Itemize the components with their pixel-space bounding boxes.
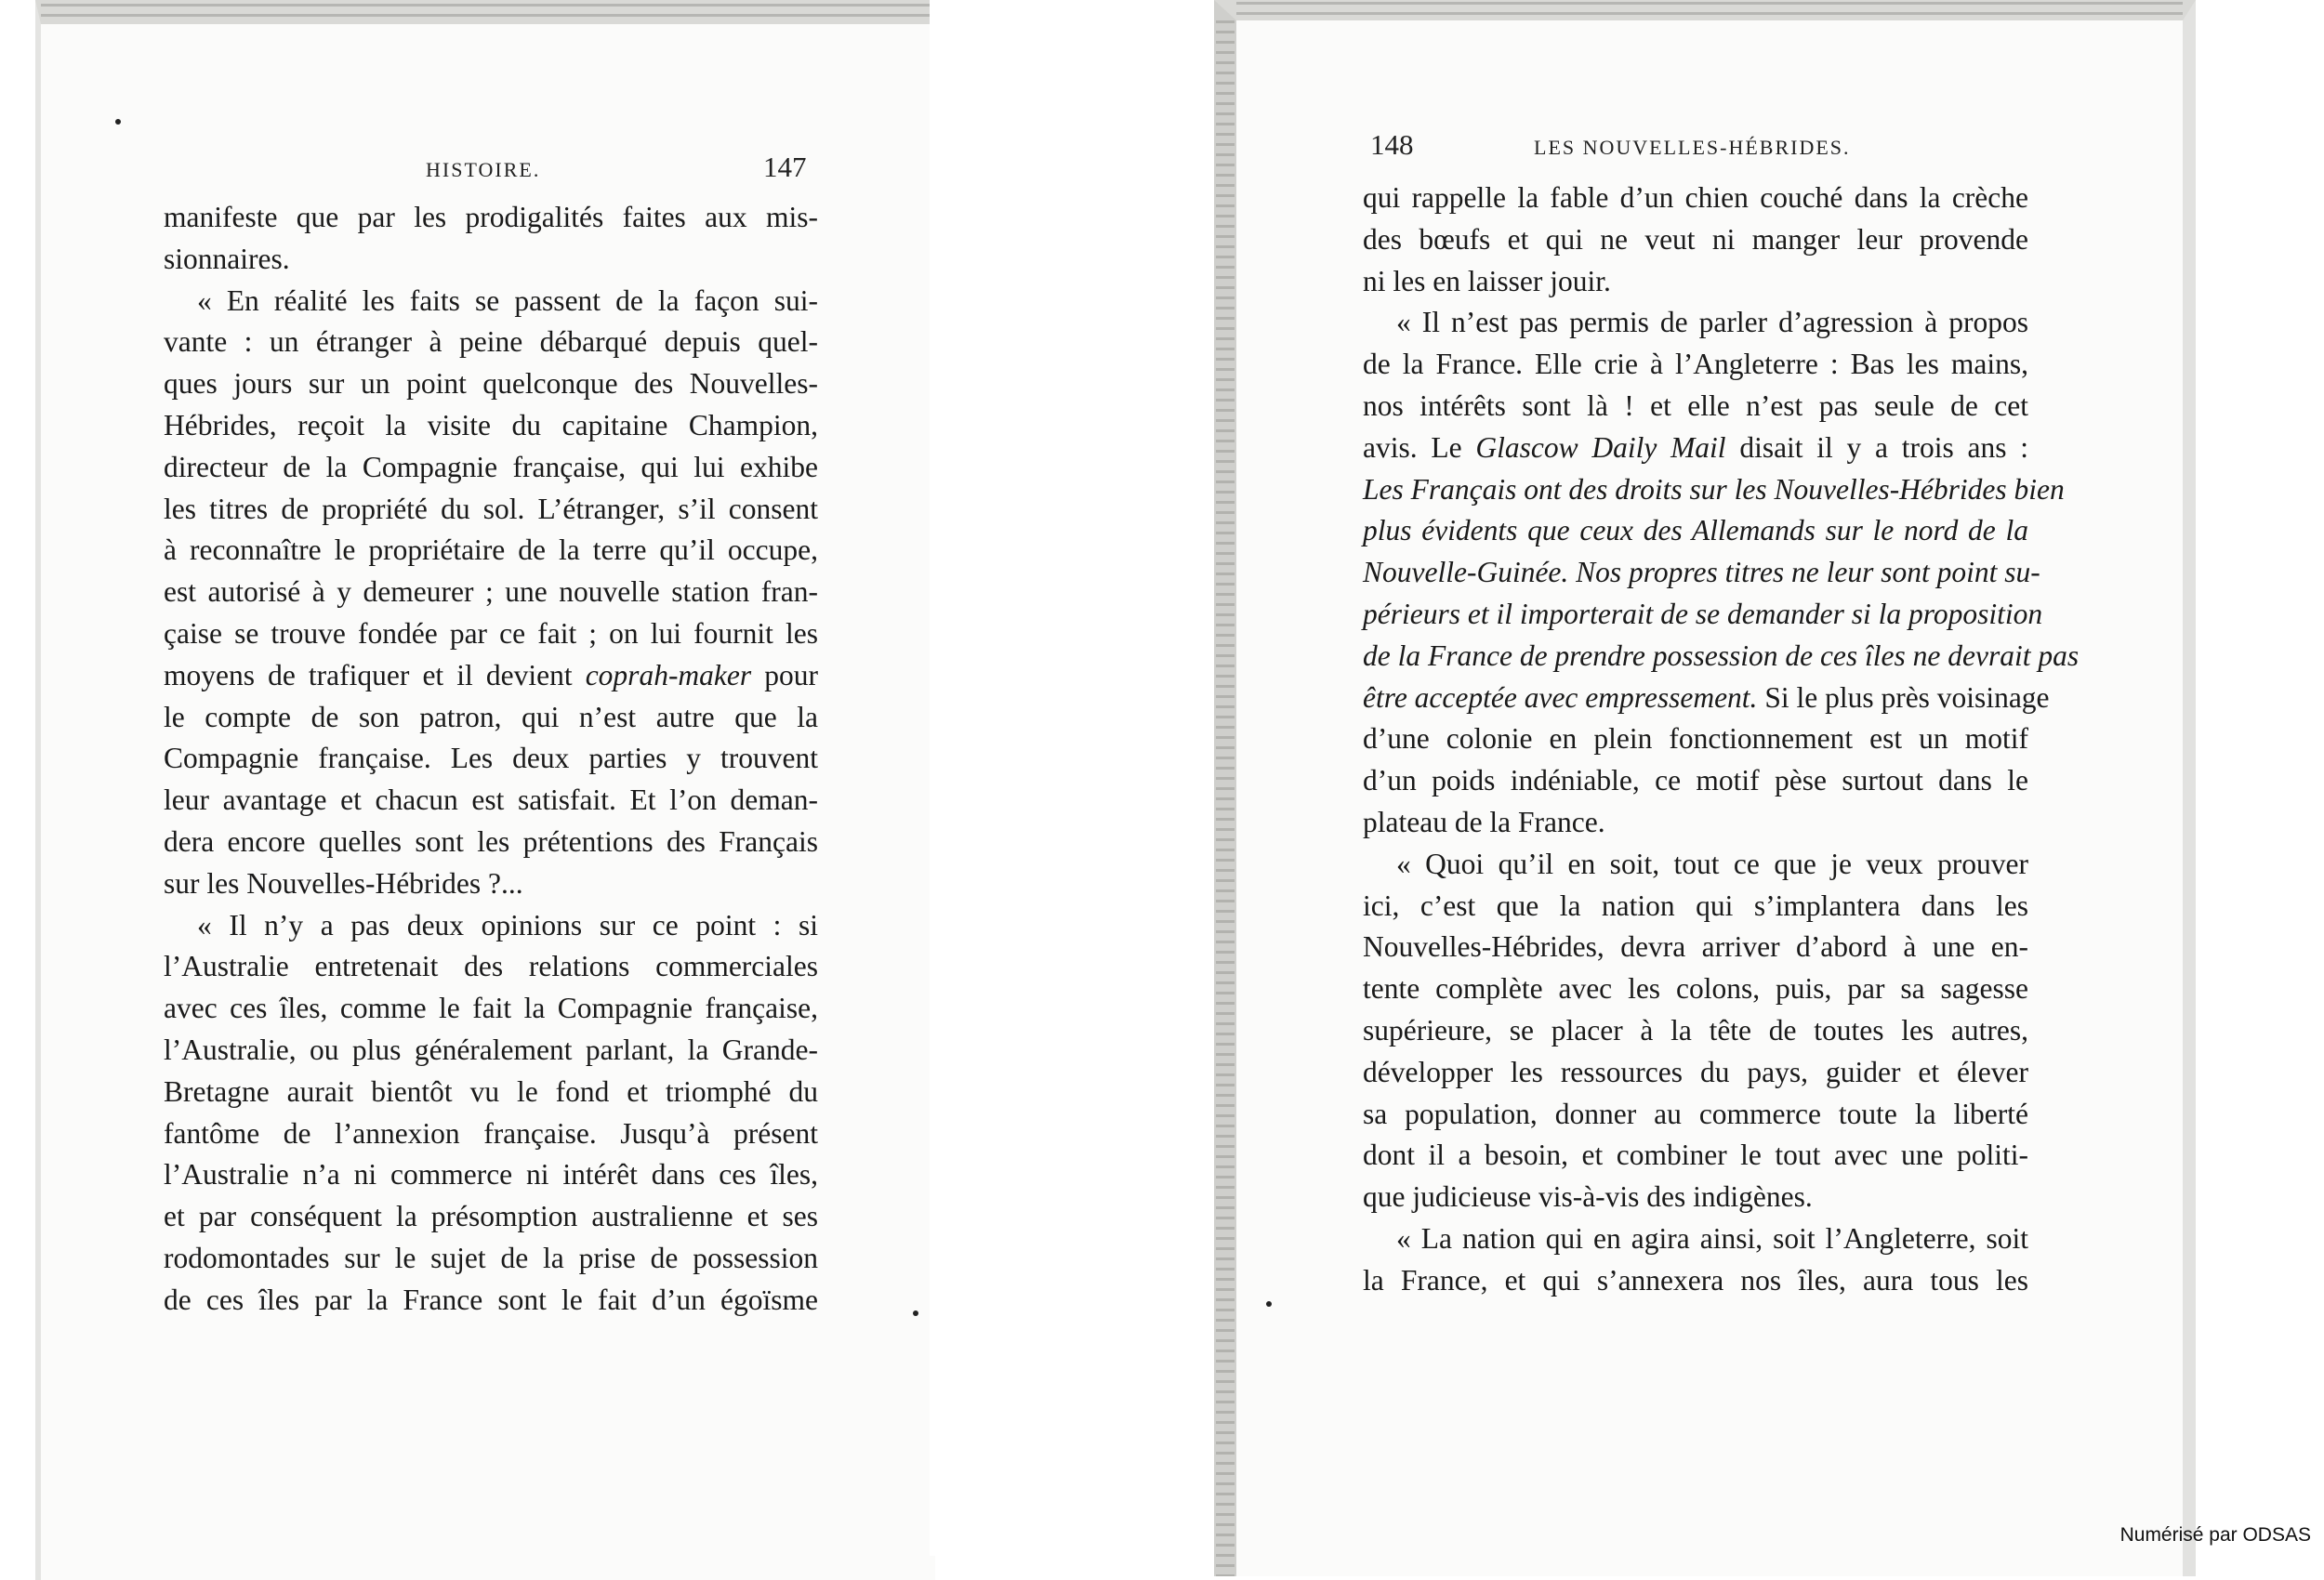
text-line: dont il a besoin, et combiner le tout avec une politi- xyxy=(1363,1139,2028,1172)
text-line: qui rappelle la fable d’un chien couché dans la crèche xyxy=(1363,181,2028,214)
text-line: « Il n’est pas permis de parler d’agression à propos xyxy=(1396,306,2028,339)
italic-quote-line: Nouvelle-Guinée. Nos propres titres ne leur sont point su- xyxy=(1363,556,2040,589)
text-line: les titres de propriété du sol. L’étranger, s’il consent xyxy=(164,492,818,525)
text-line: plateau de la France. xyxy=(1363,805,1605,838)
text-line: nos intérêts sont là ! et elle n’est pas seule de cet xyxy=(1363,388,2028,422)
text-line: Bretagne aurait bientôt vu le fond et triomphé du xyxy=(164,1074,818,1108)
text-line: de ces îles par la France sont le fait d’un égoïsme xyxy=(164,1283,818,1316)
text-line: de la France. Elle crie à l’Angleterre : Bas les mains, xyxy=(1363,348,2028,381)
text-line: Nouvelles-Hébrides, devra arriver d’abord à une en- xyxy=(1363,930,2028,964)
right-page-top-edge xyxy=(1236,2,2183,19)
text-line: l’Australie n’a ni commerce ni intérêt dans ces îles, xyxy=(164,1158,818,1192)
text-line: avec ces îles, comme le fait la Compagnie française, xyxy=(164,992,818,1025)
text-line: Compagnie française. Les deux parties y trouvent xyxy=(164,742,818,775)
speck-mark xyxy=(913,1310,918,1316)
right-page-left-edge xyxy=(1216,20,1235,1576)
italic-quote-line: être acceptée avec empressement. xyxy=(1363,680,1758,714)
text-line: « En réalité les faits se passent de la façon sui- xyxy=(197,283,818,317)
text-segment: Si le plus près voisinage xyxy=(1764,680,2050,714)
text-line: l’Australie entretenait des relations commerciales xyxy=(164,950,818,983)
right-running-title: LES NOUVELLES-HÉBRIDES. xyxy=(1534,136,1851,159)
text-line: supérieure, se placer à la tête de toutes les autres, xyxy=(1363,1013,2028,1047)
text-line-mixed xyxy=(164,655,818,697)
left-page-number: 147 xyxy=(763,151,807,183)
text-line: Hébrides, reçoit la visite du capitaine Champion, xyxy=(164,408,818,441)
text-line: manifeste que par les prodigalités faites aux mis- xyxy=(164,201,818,233)
text-line-mixed xyxy=(1363,678,2050,719)
text-line: est autorisé à y demeurer ; une nouvelle station fran- xyxy=(164,575,818,609)
text-line: rodomontades sur le sujet de la prise de possession xyxy=(164,1241,818,1274)
italic-newspaper-title: Glascow Daily Mail xyxy=(1475,430,1726,464)
right-page-body xyxy=(1363,178,2080,1302)
text-line: la France, et qui s’annexera nos îles, aura tous les xyxy=(1363,1263,2028,1297)
text-line: « La nation qui en agira ainsi, soit l’Angleterre, soit xyxy=(1396,1221,2028,1255)
text-segment: avis. Le xyxy=(1363,430,1462,464)
digitization-credit: Numérisé par ODSAS xyxy=(2119,1524,2311,1546)
gutter xyxy=(930,0,1214,1556)
italic-quote-line: Les Français ont des droits sur les Nouvelles-Hébrides bien xyxy=(1363,472,2065,506)
text-line: directeur de la Compagnie française, qui lui exhibe xyxy=(164,450,818,483)
text-line-mixed xyxy=(1363,428,2028,469)
italic-quote-line: périeurs et il importerait de se demander si la proposition xyxy=(1363,597,2043,630)
text-segment: pour xyxy=(764,658,819,691)
text-line: ni les en laisser jouir. xyxy=(1363,264,1611,297)
text-line: sur les Nouvelles-Hébrides ?... xyxy=(164,866,523,900)
italic-quote-line: plus évidents que ceux des Allemands sur le nord de la xyxy=(1363,514,2028,547)
text-line: sa population, donner au commerce toute la liberté xyxy=(1363,1097,2028,1130)
text-line: d’un poids indéniable, ce motif pèse surtout dans le xyxy=(1363,764,2028,797)
text-line: d’une colonie en plein fonctionnement est un motif xyxy=(1363,722,2028,756)
text-line: développer les ressources du pays, guider et élever xyxy=(1363,1055,2028,1088)
left-running-title: HISTOIRE. xyxy=(426,158,541,181)
text-line: « Il n’y a pas deux opinions sur ce point : si xyxy=(197,908,818,941)
text-line: à reconnaître le propriétaire de la terre qu’il occupe, xyxy=(164,533,818,567)
text-line: des bœufs et qui ne veut ni manger leur provende xyxy=(1363,222,2028,256)
italic-term: coprah-maker xyxy=(585,658,752,691)
text-line: çaise se trouve fondée par ce fait ; on lui fournit les xyxy=(164,616,818,650)
left-page-body xyxy=(164,197,818,1322)
text-line: sionnaires. xyxy=(164,242,290,275)
right-page-number: 148 xyxy=(1370,128,1414,161)
speck-mark xyxy=(115,119,121,125)
italic-quote-line: de la France de prendre possession de ces îles ne devrait pas xyxy=(1363,639,2080,672)
left-page-top-edge xyxy=(41,4,935,22)
text-line: dera encore quelles sont les prétentions des Français xyxy=(164,824,818,858)
text-segment: disait il y a trois ans : xyxy=(1739,430,2029,464)
text-line: que judicieuse vis-à-vis des indigènes. xyxy=(1363,1180,1813,1214)
text-line: ques jours sur un point quelconque des Nouvelles- xyxy=(164,367,818,401)
text-line: ici, c’est que la nation qui s’implantera dans les xyxy=(1363,889,2028,922)
left-page-header xyxy=(426,151,816,191)
text-line: fantôme de l’annexion française. Jusqu’à présent xyxy=(164,1116,818,1150)
text-line: vante : un étranger à peine débarqué depuis quel- xyxy=(164,325,818,359)
text-line: « Quoi qu’il en soit, tout ce que je veux prouver xyxy=(1396,847,2028,880)
text-segment: moyens de trafiquer et il devient xyxy=(164,658,573,691)
speck-mark xyxy=(1266,1301,1272,1307)
text-line: tente complète avec les colons, puis, par sa sagesse xyxy=(1363,972,2028,1006)
text-line: le compte de son patron, qui n’est autre que la xyxy=(164,700,818,733)
right-page-header xyxy=(1370,128,1891,169)
text-line: l’Australie, ou plus généralement parlant, la Grande- xyxy=(164,1033,818,1066)
text-line: et par conséquent la présomption australienne et ses xyxy=(164,1200,818,1233)
text-line: leur avantage et chacun est satisfait. Et l’on deman- xyxy=(164,783,818,817)
